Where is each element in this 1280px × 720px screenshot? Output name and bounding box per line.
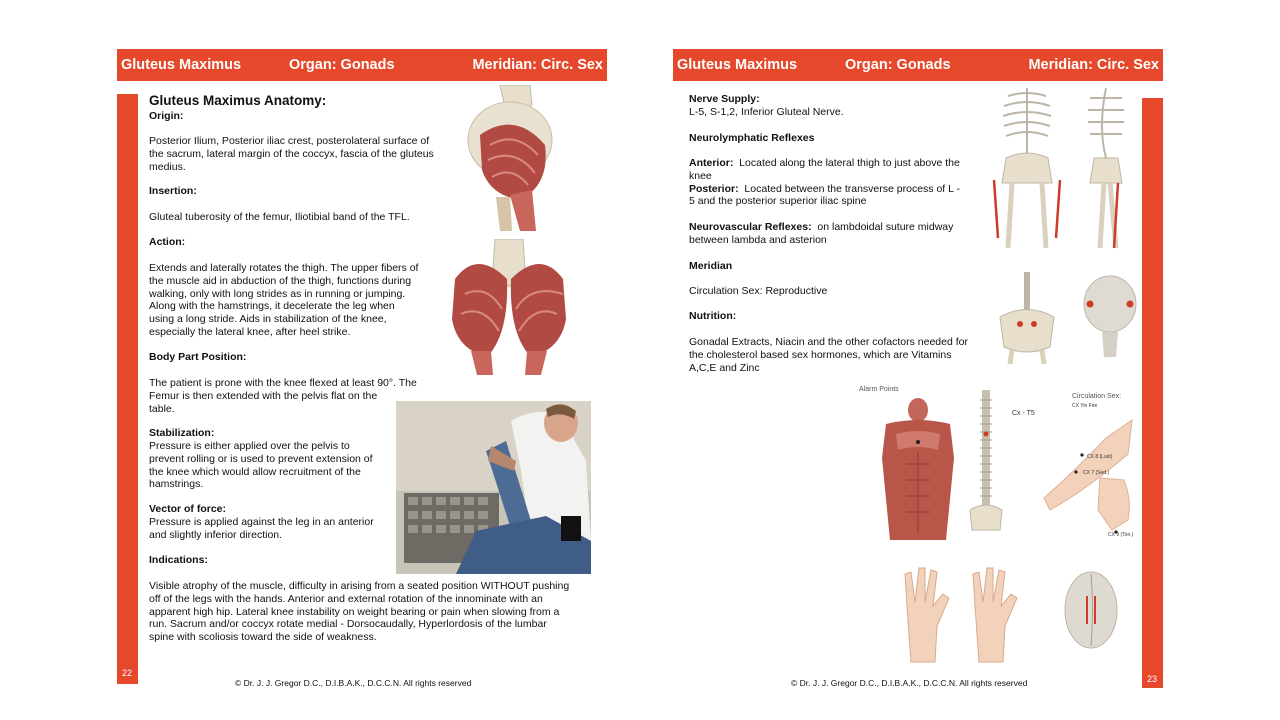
anterior-label: Anterior: — [689, 157, 734, 169]
spine-alarm-diagram — [966, 390, 1006, 542]
pelvis-posterior-reflex-diagram — [994, 272, 1060, 364]
neurovascular-label: Neurovascular Reflexes: — [689, 221, 812, 233]
indications-line: off of the legs with the hands. Anterior and external rotation of the innominate with an — [149, 592, 543, 605]
origin-line: the sacrum, lateral margin of the coccyx, fascia of the gluteus — [149, 147, 434, 160]
posterior-label: Posterior: — [689, 182, 739, 195]
nerve-supply-label: Nerve Supply: — [689, 93, 760, 105]
indications-line: Visible atrophy of the muscle, difficulty in arising from a seated position WITHOUT pushing — [149, 580, 570, 592]
nutrition-line: the cholesterol based sex hormones, which are Vitamins — [689, 348, 952, 361]
action-line: walking, only with long strides as in running or jumping. — [149, 287, 406, 300]
vector-line: Pressure is applied against the leg in an anterior — [149, 516, 374, 528]
action-line: Extends and laterally rotates the thigh. The upper fibers of — [149, 262, 419, 274]
nutrition-label: Nutrition: — [689, 310, 737, 322]
anterior-text — [689, 157, 960, 208]
anatomy-title: Gluteus Maximus Anatomy: — [149, 93, 327, 108]
posterior-line: Located between the transverse process of L - — [738, 182, 960, 195]
meridian-label: Meridian — [689, 260, 733, 272]
action-line: the muscle aid in abduction of the thigh, functions during — [149, 274, 412, 287]
vector-label: Vector of force: — [149, 503, 227, 515]
neurovascular-line: between lambda and asterion — [689, 233, 827, 246]
indications-text — [149, 580, 569, 644]
left-header-organ: Organ: Gonads — [289, 57, 395, 73]
origin-label: Origin: — [149, 110, 184, 122]
nerve-supply-text: L-5, S-1,2, Inferior Gluteal Nerve. — [689, 106, 844, 118]
action-label: Action: — [149, 236, 186, 248]
cx7-label: CX 7 (Sed.) — [1083, 470, 1110, 476]
skull-neurovascular-diagram — [1078, 272, 1142, 364]
neurovascular-line: on lambdoidal suture midway — [811, 221, 954, 233]
action-line: using a long stride. Aids in stabilization of the knee, — [149, 313, 387, 326]
stabilization-line: Pressure is either applied over the pelvis to — [149, 440, 350, 452]
nutrition-line: A,C,E and Zinc — [689, 361, 760, 374]
posterior-line: 5 and the posterior superior iliac spine — [689, 195, 867, 208]
neurovascular-text — [689, 221, 953, 247]
nutrition-text — [689, 336, 968, 374]
body-part-text — [149, 377, 417, 415]
origin-line: medius. — [149, 160, 186, 173]
indications-line: spine with scoliosis toward the side of weakness. — [149, 631, 377, 644]
left-page-number: 22 — [122, 668, 133, 678]
action-line: Along with the hamstrings, it decelerate the leg when — [149, 300, 395, 313]
left-header-bar — [117, 49, 607, 81]
right-page-number: 23 — [1147, 674, 1158, 684]
insertion-text: Gluteal tuberosity of the femur, Iliotibial band of the TFL. — [149, 211, 410, 223]
cx8-label: CX 8 (Lust) — [1087, 454, 1113, 460]
indications-line: run. Sacrum and/or coccyx rotate medial - Dorsocaudally, Hyperlordosis of the lumbar — [149, 618, 547, 631]
muscle-test-photo — [396, 401, 591, 574]
right-header-bar — [673, 49, 1163, 81]
alarm-points-torso-illustration — [876, 398, 960, 540]
glute-anatomy-illustration-oblique — [460, 85, 568, 231]
right-side-bar — [1142, 98, 1163, 688]
skeleton-anterior-reflex-diagram — [988, 88, 1066, 254]
left-header-muscle: Gluteus Maximus — [121, 57, 242, 73]
left-header-meridian: Meridian: Circ. Sex — [472, 57, 603, 73]
body-part-line: The patient is prone with the knee flexed at least 90°. The — [149, 377, 417, 389]
action-text — [149, 262, 418, 339]
meridian-text: Circulation Sex: Reproductive — [689, 285, 828, 297]
skull-top-stress-receptor-diagram — [1060, 566, 1122, 666]
insertion-label: Insertion: — [149, 185, 197, 197]
arm-meridian-illustration — [1036, 410, 1136, 542]
right-header-organ: Organ: Gonads — [845, 57, 951, 73]
right-copyright: © Dr. J. J. Gregor D.C., D.I.B.A.K., D.C.C.N. All rights reserved — [791, 678, 1028, 688]
anterior-line: knee — [689, 169, 712, 182]
origin-line: Posterior Ilium, Posterior iliac crest, posterolateral surface of — [149, 135, 430, 147]
alarm-points-label: Alarm Points — [859, 386, 899, 393]
indications-label: Indications: — [149, 554, 208, 566]
anterior-line: Located along the lateral thigh to just above the — [733, 157, 960, 169]
stabilization-line: hamstrings. — [149, 478, 204, 491]
cx9-label: CX 9 (Ton.) — [1108, 532, 1134, 538]
action-line: especially the lateral knee, after heel strike. — [149, 325, 351, 338]
cx-t5-label: Cx - T5 — [1012, 410, 1035, 417]
indications-line: apparent high hip. Lateral knee instability on weight bearing or pain when slowing from a — [149, 605, 560, 618]
body-part-line: Femur is then extended with the pelvis flat on the — [149, 389, 378, 402]
circulation-sex-label: Circulation Sex: — [1072, 393, 1122, 400]
hands-stress-receptor-illustration — [895, 566, 1035, 672]
right-header-meridian: Meridian: Circ. Sex — [1028, 57, 1159, 73]
vector-line: and slightly inferior direction. — [149, 528, 283, 541]
nutrition-line: Gonadal Extracts, Niacin and the other cofactors needed for — [689, 336, 968, 348]
stabilization-line: the knee which would allow recruitment of the — [149, 465, 361, 478]
right-header-muscle: Gluteus Maximus — [677, 57, 798, 73]
origin-text — [149, 135, 434, 173]
stabilization-text — [149, 440, 373, 491]
left-copyright: © Dr. J. J. Gregor D.C., D.I.B.A.K., D.C.C.N. All rights reserved — [235, 678, 472, 688]
body-part-line: table. — [149, 402, 175, 415]
body-part-label: Body Part Position: — [149, 351, 247, 363]
glute-anatomy-illustration-posterior — [447, 239, 571, 375]
stabilization-line: prevent rolling or is used to prevent extension of — [149, 452, 373, 465]
skeleton-lateral-reflex-diagram — [1078, 88, 1134, 254]
vector-text — [149, 516, 374, 542]
left-side-bar — [117, 94, 138, 684]
stabilization-label: Stabilization: — [149, 427, 215, 439]
neurolymphatic-label: Neurolymphatic Reflexes — [689, 132, 815, 144]
circulation-sex-sub: CX Yin Fire — [1072, 403, 1098, 409]
